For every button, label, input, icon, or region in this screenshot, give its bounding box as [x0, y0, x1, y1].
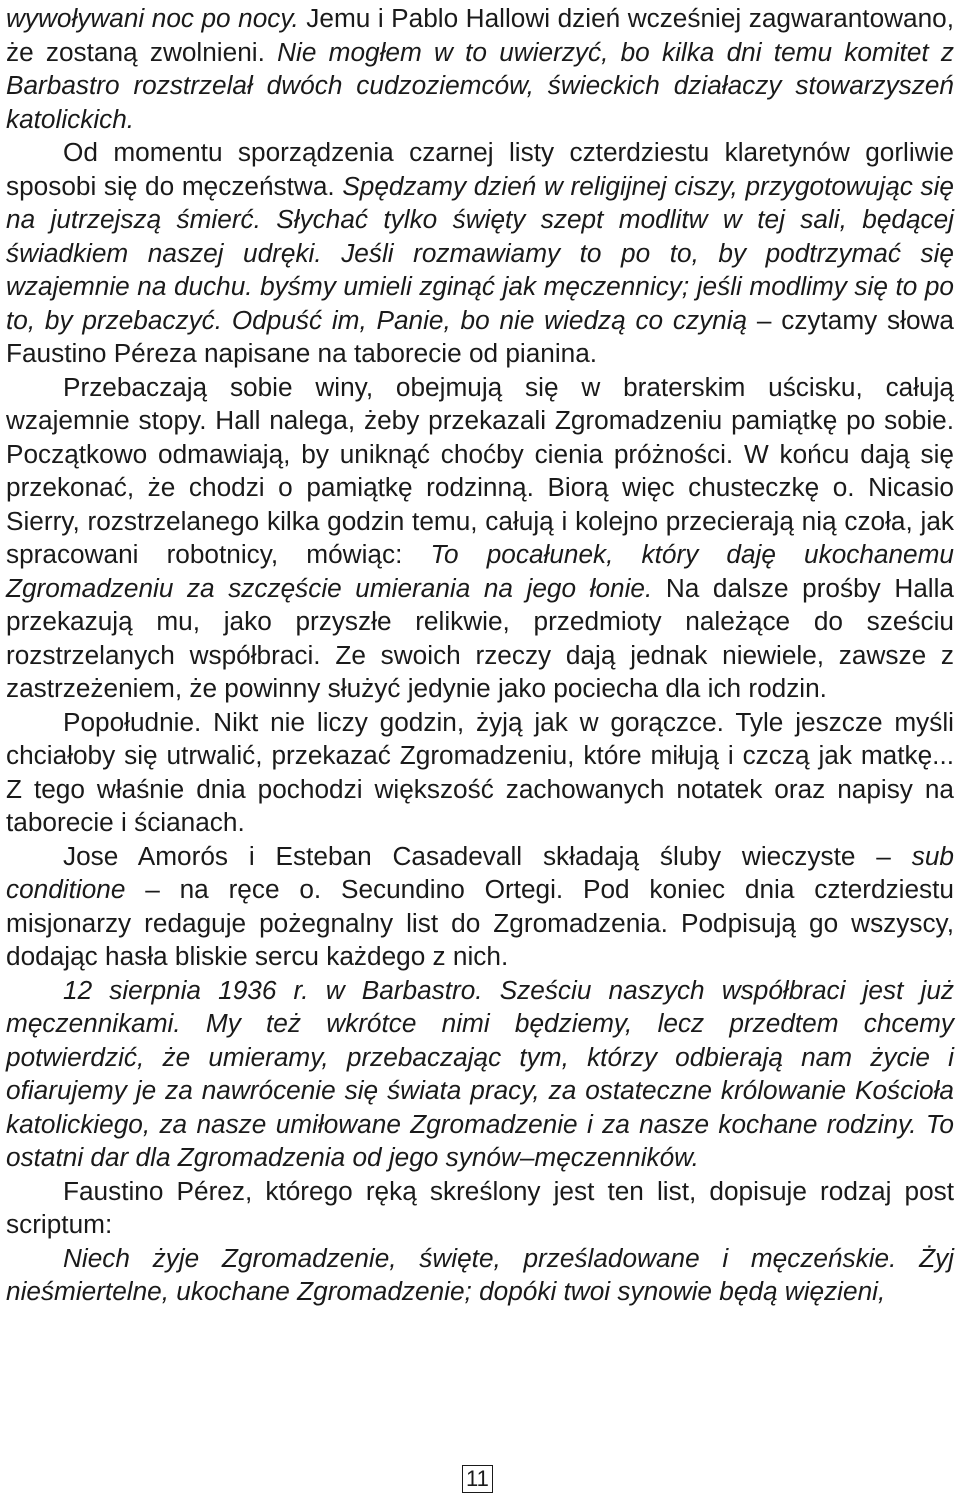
text-run: – na ręce o. Secundino Ortegi. Pod koniec dnia czterdziestu misjonarzy redaguje pożegnalny list do Zgromadzenia. Podpisują go wszyscy, dodając hasła bliskie sercu każdego z nich.: [6, 874, 954, 971]
paragraph: [6, 371, 954, 706]
paragraph: [6, 974, 954, 1175]
page-number: 11: [462, 1465, 493, 1493]
paragraph: [6, 706, 954, 840]
text-italic: Niech żyje Zgromadzenie, święte, prześladowane i męczeńskie. Żyj nieśmiertelne, ukochane Zgromadzenie; dopóki twoi synowie będą więzieni,: [6, 1242, 954, 1306]
text-italic: sub conditione: [6, 840, 954, 904]
document-body: [6, 2, 954, 1309]
text-italic: To pocałunek, który daję ukochanemu Zgromadzeniu za szczęście umierania na jego łonie.: [6, 539, 954, 603]
paragraph: [6, 840, 954, 974]
paragraph: [6, 1242, 954, 1309]
paragraph: [6, 136, 954, 371]
text-run: Jose Amorós i Esteban Casadevall składają śluby wieczyste –: [63, 840, 912, 871]
text-italic: Nie mogłem w to uwierzyć, bo kilka dni temu komitet z Barbastro rozstrzelał dwóch cudzoziemców, świeckich działaczy stowarzyszeń katolickich.: [6, 36, 954, 134]
text-run: Przebaczają sobie winy, obejmują się w braterskim uścisku, całują wzajemnie stopy. Hall nalega, żeby przekazali Zgromadzeniu pamiątkę po sobie. Początkowo odmawiają, by uniknąć choćby cienia próżności. W końcu dają się przekonać, że chodzi o pamiątkę rodzinną. Biorą więc chusteczkę o. Nicasio Sierry, rozstrzelanego kilka godzin temu, całują i kolejno przecierają nią czoła, jak spracowani robotnicy, mówiąc:: [6, 371, 954, 569]
paragraph: [6, 1175, 954, 1242]
text-run: Na dalsze prośby Halla przekazują mu, jako przyszłe relikwie, przedmioty należące do sześciu rozstrzelanych współbraci. Ze swoich rzeczy dają jednak niewiele, zawsze z zastrzeżeniem, że powinny służyć jedynie jako pociecha dla ich rodzin.: [6, 572, 954, 703]
text-run: Jemu i Pablo Hallowi dzień wcześniej zagwarantowano, że zostaną zwolnieni.: [6, 3, 955, 67]
text-run: Faustino Pérez, którego ręką skreślony jest ten list, dopisuje rodzaj post scriptum:: [6, 1175, 954, 1239]
text-italic: Spędzamy dzień w religijnej ciszy, przygotowując się na jutrzejszą śmierć. Słychać tylko święty szept modlitw w tej sali, będącej świadkiem naszej udręki. Jeśli rozmawiamy to po to, by podtrzymać się wzajemnie na duchu. byśmy umieli zginąć jak męczennicy; jeśli modlimy się to po to, by przebaczyć. Odpuść im, Panie, bo nie wiedzą co czynią: [6, 170, 954, 335]
text-run: Od momentu sporządzenia czarnej listy czterdziestu klaretynów gorliwie sposobi się do męczeństwa.: [6, 137, 954, 201]
paragraph: [6, 2, 954, 136]
text-run: Popołudnie. Nikt nie liczy godzin, żyją jak w gorączce. Tyle jeszcze myśli chciałoby się utrwalić, przekazać Zgromadzeniu, które miłują i czczą jak matkę... Z tego właśnie dnia pochodzi większość zachowanych notatek oraz napisy na taborecie i ścianach.: [6, 706, 954, 837]
text-italic: 12 sierpnia 1936 r. w Barbastro. Sześciu naszych współbraci jest już męczennikami. My też wkrótce nimi będziemy, lecz przedtem chcemy potwierdzić, że umieramy, przebaczając tym, którzy odbierają nam życie i ofiarujemy je za nawrócenie się świata pracy, za ostateczne królowanie Kościoła katolickiego, za nasze umiłowane Zgromadzenie i za nasze kochane rodziny. To ostatni dar dla Zgromadzenia od jego synów–męczenników.: [6, 974, 954, 1172]
text-run: – czytamy słowa Faustino Péreza napisane na taborecie od pianina.: [6, 304, 954, 368]
text-italic: wywoływani noc po nocy.: [6, 3, 299, 33]
